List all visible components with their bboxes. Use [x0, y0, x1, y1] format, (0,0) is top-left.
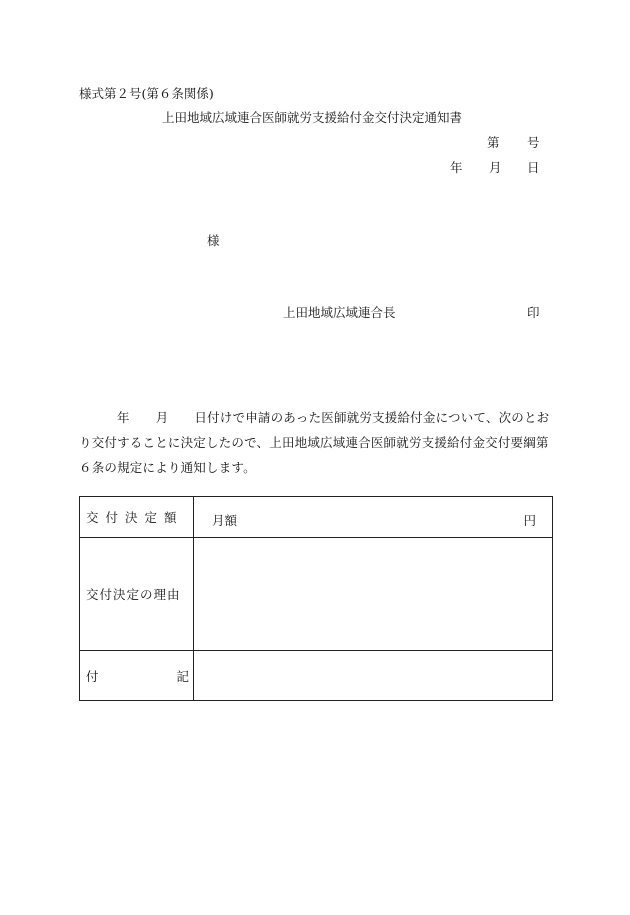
body-line-3: ６条の規定により通知します。	[79, 460, 256, 475]
body-year-label: 年	[117, 410, 130, 425]
table-row	[80, 538, 553, 651]
body-month-label: 月	[155, 410, 169, 425]
amount-unit: 円	[523, 513, 536, 528]
document-title: 上田地域広域連合医師就労支援給付金交付決定通知書	[162, 110, 463, 125]
decision-table	[79, 496, 553, 701]
body-line-1	[79, 405, 555, 430]
table-row	[80, 497, 553, 538]
addressee-honorific: 様	[207, 233, 220, 248]
table-row	[80, 651, 553, 701]
document-number-prefix: 第	[487, 135, 500, 150]
notice-body	[79, 405, 555, 480]
amount-label: 交付決定額	[86, 510, 184, 525]
reason-label-cell	[80, 538, 194, 651]
remarks-label-left: 付	[86, 668, 99, 684]
body-line-2: り交付することに決定したので、上田地域広域連合医師就労支援給付金交付要綱第	[79, 435, 549, 450]
amount-label-cell	[80, 497, 194, 538]
date-day-label: 日	[527, 160, 540, 175]
remarks-label-right: 記	[176, 668, 189, 684]
form-number: 様式第２号(第６条関係)	[79, 86, 214, 101]
seal-mark: 印	[527, 305, 540, 320]
document-number-suffix: 号	[527, 135, 540, 150]
remarks-label-cell	[80, 651, 194, 701]
amount-monthly-label: 月額	[212, 513, 238, 528]
reason-value-cell	[194, 538, 553, 651]
date-month-label: 月	[489, 160, 502, 175]
date-year-label: 年	[450, 160, 463, 175]
reason-label: 交付決定の理由	[86, 587, 181, 602]
body-line-1-text: 日付けで申請のあった医師就労支援給付金について、次のとお	[194, 410, 550, 425]
amount-value-cell	[194, 497, 553, 538]
remarks-value-cell	[194, 651, 553, 701]
issuer-name: 上田地域広域連合長	[283, 305, 396, 320]
